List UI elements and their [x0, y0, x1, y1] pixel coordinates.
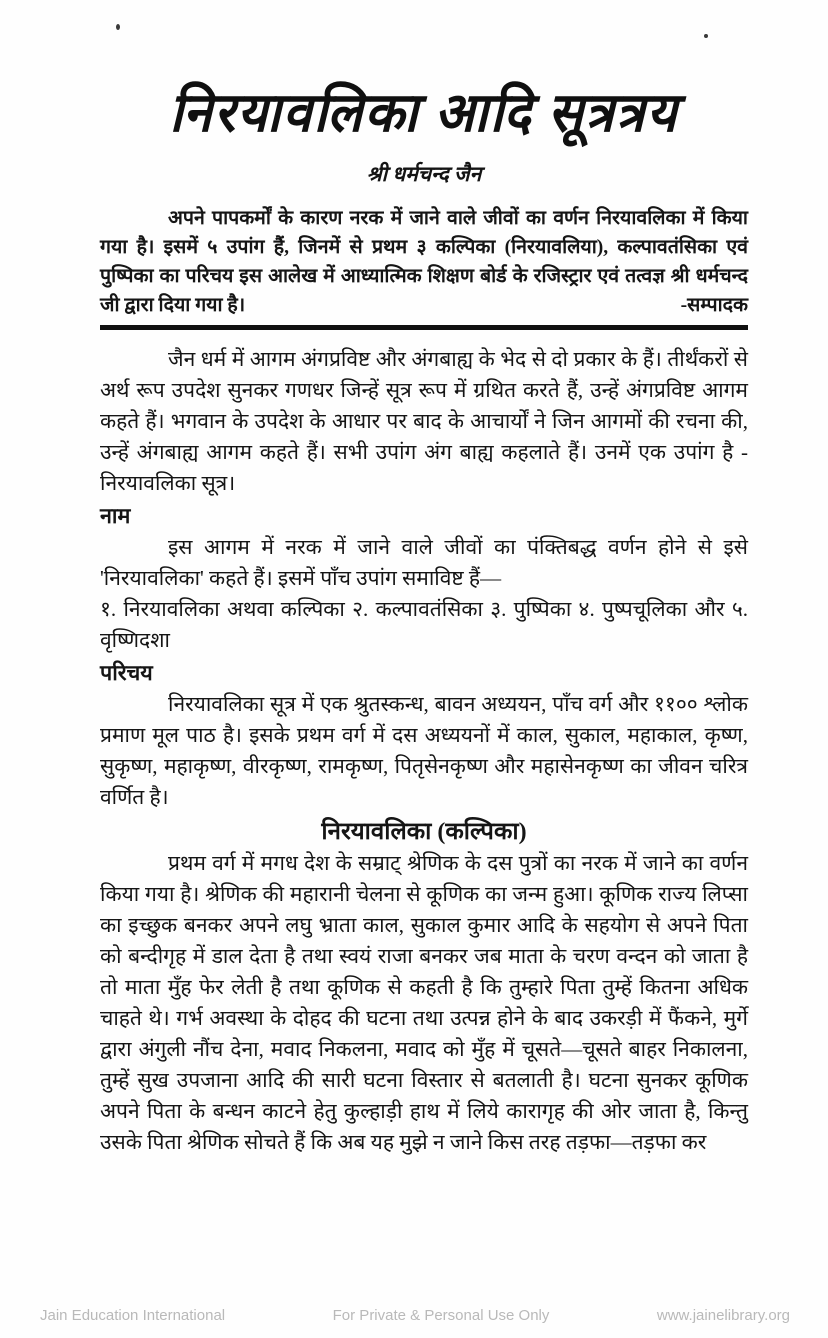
- footer-usage-note: For Private & Personal Use Only: [332, 1307, 550, 1324]
- footer-website: www.jainelibrary.org: [656, 1307, 790, 1324]
- author-name: श्री धर्मचन्द जैन: [366, 161, 482, 186]
- naam-paragraph: इस आगम में नरक में जाने वाले जीवों का पंक्तिबद्ध वर्णन होने से इसे 'निरयावलिका' कहते हैं। इसमें पाँच उपांग समाविष्ट हैं—: [100, 534, 748, 590]
- editor-note-text: अपने पापकर्मों के कारण नरक में जाने वाले जीवों का वर्णन निरयावलिका में किया गया है। इसमें ५ उपांग हैं, जिनमें से प्रथम ३ कल्पिका (निरयावलिया), कल्पावतंसिका एवं पुष्पिका का परिचय इस आलेख में आध्यात्मिक शिक्षण बोर्ड के रजिस्ट्रार एवं तत्वज्ञ श्री धर्मचन्द जी द्वारा दिया गया है।: [100, 207, 748, 316]
- parichay-paragraph: निरयावलिका सूत्र में एक श्रुतस्कन्ध, बावन अध्ययन, पाँच वर्ग और ११०० श्लोक प्रमाण मूल पाठ है। इसके प्रथम वर्ग में दस अध्ययनों में काल, सुकाल, महाकाल, कृष्ण, सुकृष्ण, महाकृष्ण, वीरकृष्ण, रामकृष्ण, पितृसेनकृष्ण और महासेनकृष्ण का जीवन चरित्र वर्णित है।: [100, 691, 748, 809]
- editor-signature: -सम्पादक: [680, 294, 748, 316]
- section-heading-naam: नाम: [100, 503, 131, 528]
- scan-speck: [704, 34, 708, 38]
- text-column: [100, 0, 748, 1158]
- section-heading-parichay: परिचय: [100, 660, 153, 685]
- editor-note: [100, 204, 748, 320]
- document-title: निरयावलिका आदि सूत्रत्रय: [169, 83, 679, 144]
- divider-rule: [100, 325, 748, 330]
- opening-paragraph: जैन धर्म में आगम अंगप्रविष्ट और अंगबाह्य के भेद से दो प्रकार के हैं। तीर्थंकरों से अर्थ रूप उपदेश सुनकर गणधर जिन्हें सूत्र रूप में ग्रथित करते हैं, उन्हें अंगप्रविष्ट आगम कहते हैं। भगवान के उपदेश के आधार पर बाद के आचार्यों ने जिन आगमों की रचना की, उन्हें अंगबाह्य आगम कहते हैं। सभी उपांग अंग बाह्य कहलाते हैं। उनमें एक उपांग है - निरयावलिका सूत्र।: [100, 346, 748, 495]
- scan-speck: [116, 24, 120, 30]
- footer-publisher: Jain Education International: [40, 1307, 226, 1324]
- section-heading-kalpika: निरयावलिका (कल्पिका): [321, 818, 527, 845]
- article-body: [100, 344, 748, 1158]
- scan-footer: [0, 1307, 828, 1324]
- kalpika-paragraph: प्रथम वर्ग में मगध देश के सम्राट् श्रेणिक के दस पुत्रों का नरक में जाने का वर्णन किया गया है। श्रेणिक की महारानी चेलना से कूणिक का जन्म हुआ। कूणिक राज्य लिप्सा का इच्छुक बनकर अपने लघु भ्राता काल, सुकाल कुमार आदि के सहयोग से अपने पिता को बन्दीगृह में डाल देता है तथा स्वयं राजा बनकर जब माता के चरण वन्दन को जाता है तो माता मुँह फेर लेती है तथा कूणिक से कहती है कि तुम्हारे पिता तुम्हें कितना अधिक चाहते थे। गर्भ अवस्था के दोहद की घटना तथा उत्पन्न होने के बाद उकरड़ी में फैंकने, मुर्गे द्वारा अंगुली नौंच देना, मवाद निकलना, मवाद को मुँह में चूसते—चूसते बाहर निकालना, तुम्हें सुख उपजाना आदि की सारी घटना विस्तार से बतलाती है। घटना सुनकर कूणिक अपने पिता के बन्धन काटने हेतु कुल्हाड़ी हाथ में लिये कारागृह की ओर जाता है, किन्तु उसके पिता श्रेणिक सोचते हैं कि अब यह मुझे न जाने किस तरह तड़फा—तड़फा कर: [100, 850, 748, 1154]
- naam-upanga-list: १. निरयावलिका अथवा कल्पिका २. कल्पावतंसिका ३. पुष्पिका ४. पुष्पचूलिका और ५. वृष्णिदशा: [100, 596, 748, 652]
